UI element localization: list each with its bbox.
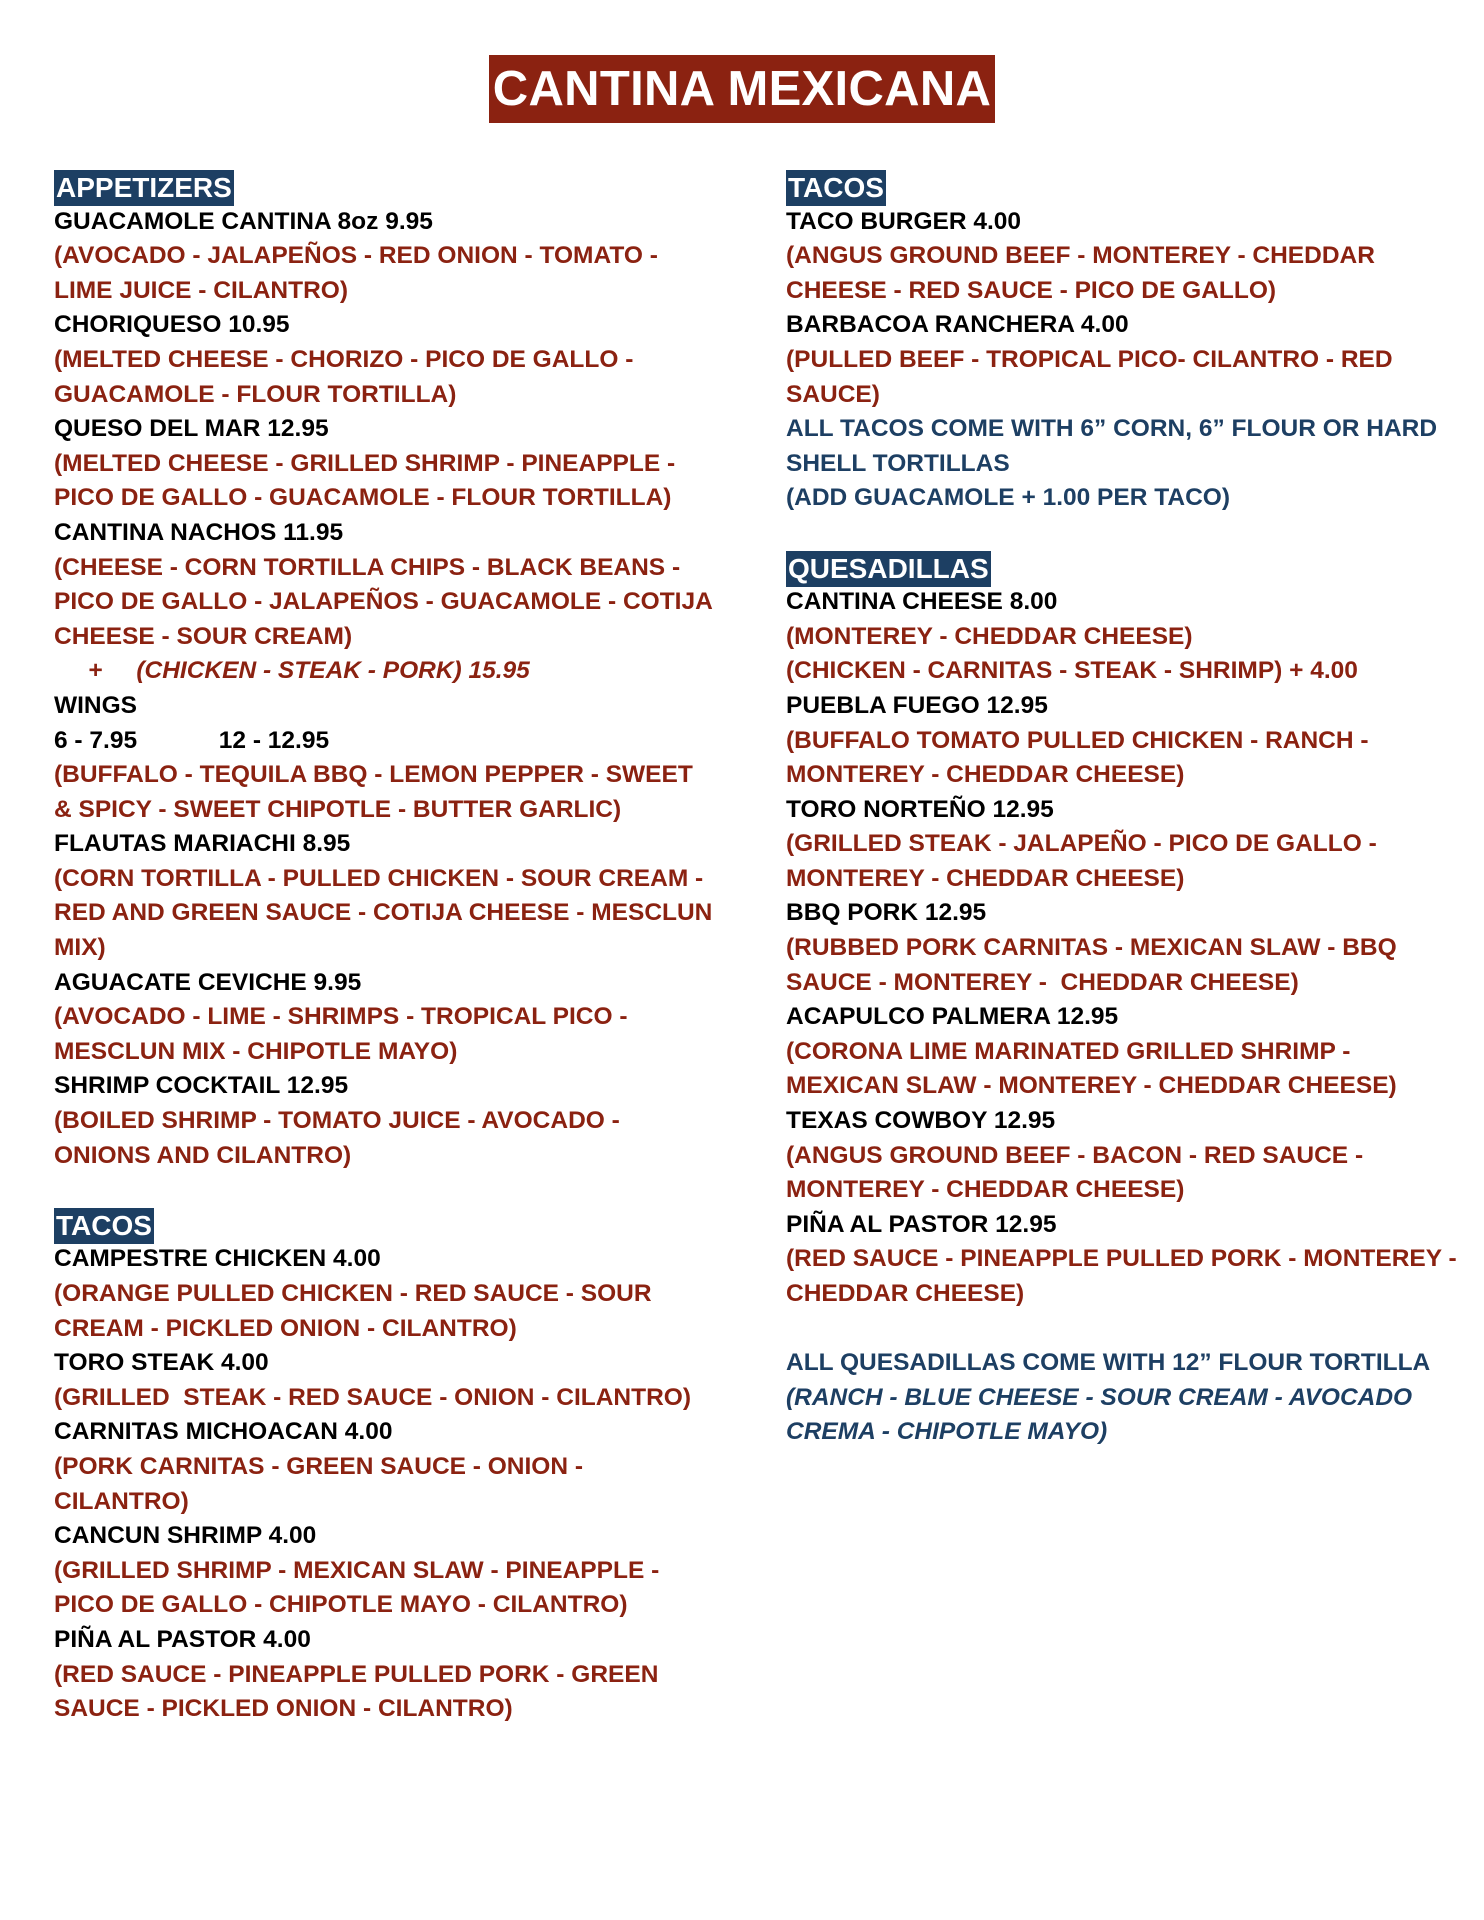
section-heading-row [786,551,1484,586]
item-description: (AVOCADO - LIME - SHRIMPS - TROPICAL PICO - [54,1003,628,1031]
item-name: ACAPULCO PALMERA 12.95 [786,1003,1119,1031]
item-description: (CORONA LIME MARINATED GRILLED SHRIMP - [786,1037,1351,1065]
item-name: CHORIQUESO 10.95 [54,311,290,339]
item-description: (AVOCADO - JALAPEÑOS - RED ONION - TOMATO - [54,242,658,270]
item-description: LIME JUICE - CILANTRO) [54,276,348,304]
item-name: AGUACATE CEVICHE 9.95 [54,968,362,996]
item-name: GUACAMOLE CANTINA 8oz 9.95 [54,207,433,235]
right-column [786,170,1484,1485]
item-description: (ANGUS GROUND BEEF - BACON - RED SAUCE - [786,1141,1364,1169]
item-description: SAUCE - PICKLED ONION - CILANTRO) [54,1695,513,1723]
section-note: ALL QUESADILLAS COME WITH 12” FLOUR TORTILLA [786,1349,1431,1377]
item-description: (BUFFALO TOMATO PULLED CHICKEN - RANCH - [786,726,1369,754]
item-description: (MELTED CHEESE - CHORIZO - PICO DE GALLO - [54,345,634,373]
section-heading-row [786,170,1484,205]
section-note: (ADD GUACAMOLE + 1.00 PER TACO) [786,484,1230,512]
item-name: PUEBLA FUEGO 12.95 [786,691,1048,719]
item-name: TACO BURGER 4.00 [786,207,1022,235]
item-name: TORO STEAK 4.00 [54,1349,269,1377]
item-description: (RED SAUCE - PINEAPPLE PULLED PORK - MONTEREY - [786,1245,1457,1273]
item-description: MEXICAN SLAW - MONTEREY - CHEDDAR CHEESE) [786,1072,1397,1100]
title-wrap [0,55,1484,123]
item-name: WINGS [54,691,138,719]
item-description: RED AND GREEN SAUCE - COTIJA CHEESE - MESCLUN [54,899,713,927]
item-description: GUACAMOLE - FLOUR TORTILLA) [54,380,457,408]
menu-section [786,170,1484,516]
item-description: (GRILLED STEAK - RED SAUCE - ONION - CILANTRO) [54,1383,691,1411]
item-description: (MELTED CHEESE - GRILLED SHRIMP - PINEAPPLE - [54,449,676,477]
menu-title: CANTINA MEXICANA [489,55,995,123]
item-description: CHEDDAR CHEESE) [786,1280,1025,1307]
item-name: BBQ PORK 12.95 [786,899,987,927]
item-name: BARBACOA RANCHERA 4.00 [786,311,1129,339]
item-description: MIX) [54,934,106,962]
section-note: SHELL TORTILLAS [786,449,1010,477]
item-description: (GRILLED STEAK - JALAPEÑO - PICO DE GALLO - [786,830,1377,858]
section-heading-row [54,170,754,205]
item-name: SHRIMP COCKTAIL 12.95 [54,1072,349,1100]
item-addon: + (CHICKEN - STEAK - PORK) 15.95 [54,657,530,685]
item-description: & SPICY - SWEET CHIPOTLE - BUTTER GARLIC) [54,795,622,823]
spacer [786,1312,1484,1347]
item-description: PICO DE GALLO - GUACAMOLE - FLOUR TORTILLA) [54,484,672,512]
section-heading: APPETIZERS [54,170,234,206]
item-description: (RED SAUCE - PINEAPPLE PULLED PORK - GREEN [54,1660,659,1688]
section-heading: TACOS [54,1208,154,1244]
item-description: (CHICKEN - CARNITAS - STEAK - SHRIMP) + 4.00 [786,657,1358,685]
menu-section [54,1208,754,1727]
item-description: (BOILED SHRIMP - TOMATO JUICE - AVOCADO - [54,1107,620,1135]
item-name: CANTINA CHEESE 8.00 [786,588,1058,616]
item-description: PICO DE GALLO - CHIPOTLE MAYO - CILANTRO) [54,1591,628,1619]
section-heading: TACOS [786,170,886,206]
item-name: TORO NORTEÑO 12.95 [786,795,1054,823]
item-description: CHEESE - RED SAUCE - PICO DE GALLO) [786,276,1277,304]
item-name: 6 - 7.95 12 - 12.95 [54,726,330,754]
item-description: (RUBBED PORK CARNITAS - MEXICAN SLAW - BBQ [786,934,1397,962]
section-heading-row [54,1208,754,1243]
item-name: FLAUTAS MARIACHI 8.95 [54,830,351,858]
item-description: (CHEESE - CORN TORTILLA CHIPS - BLACK BEANS - [54,553,681,581]
item-name: QUESO DEL MAR 12.95 [54,415,329,443]
item-description: (BUFFALO - TEQUILA BBQ - LEMON PEPPER - SWEET [54,761,693,789]
item-name: CARNITAS MICHOACAN 4.00 [54,1418,393,1446]
menu-section [54,170,754,1173]
item-description: (PULLED BEEF - TROPICAL PICO- CILANTRO - RED [786,345,1393,373]
section-note: (RANCH - BLUE CHEESE - SOUR CREAM - AVOCADO [786,1383,1413,1411]
item-name: PIÑA AL PASTOR 12.95 [786,1210,1057,1238]
item-name: TEXAS COWBOY 12.95 [786,1107,1056,1135]
item-name: CANTINA NACHOS 11.95 [54,518,344,546]
item-description: CREAM - PICKLED ONION - CILANTRO) [54,1314,517,1342]
item-description: CHEESE - SOUR CREAM) [54,622,353,650]
item-description: (ANGUS GROUND BEEF - MONTEREY - CHEDDAR [786,242,1375,270]
section-note: ALL TACOS COME WITH 6” CORN, 6” FLOUR OR HARD [786,415,1438,443]
item-description: SAUCE) [786,380,880,408]
left-column [54,170,754,1761]
item-description: PICO DE GALLO - JALAPEÑOS - GUACAMOLE - COTIJA [54,588,713,616]
item-description: (ORANGE PULLED CHICKEN - RED SAUCE - SOUR [54,1280,652,1307]
item-description: ONIONS AND CILANTRO) [54,1141,352,1169]
item-description: SAUCE - MONTEREY - CHEDDAR CHEESE) [786,968,1299,996]
menu-section [786,551,1484,1450]
item-description: (MONTEREY - CHEDDAR CHEESE) [786,622,1193,650]
section-heading: QUESADILLAS [786,551,991,587]
item-name: PIÑA AL PASTOR 4.00 [54,1625,311,1653]
item-description: (CORN TORTILLA - PULLED CHICKEN - SOUR CREAM - [54,864,704,892]
item-description: MESCLUN MIX - CHIPOTLE MAYO) [54,1037,458,1065]
item-description: (PORK CARNITAS - GREEN SAUCE - ONION - [54,1452,584,1480]
item-description: MONTEREY - CHEDDAR CHEESE) [786,864,1185,892]
item-description: MONTEREY - CHEDDAR CHEESE) [786,1176,1185,1204]
item-description: MONTEREY - CHEDDAR CHEESE) [786,761,1185,789]
item-description: CILANTRO) [54,1487,189,1515]
item-description: (GRILLED SHRIMP - MEXICAN SLAW - PINEAPPLE - [54,1556,660,1584]
item-name: CANCUN SHRIMP 4.00 [54,1522,317,1550]
section-note: CREMA - CHIPOTLE MAYO) [786,1418,1108,1446]
item-name: CAMPESTRE CHICKEN 4.00 [54,1245,381,1273]
